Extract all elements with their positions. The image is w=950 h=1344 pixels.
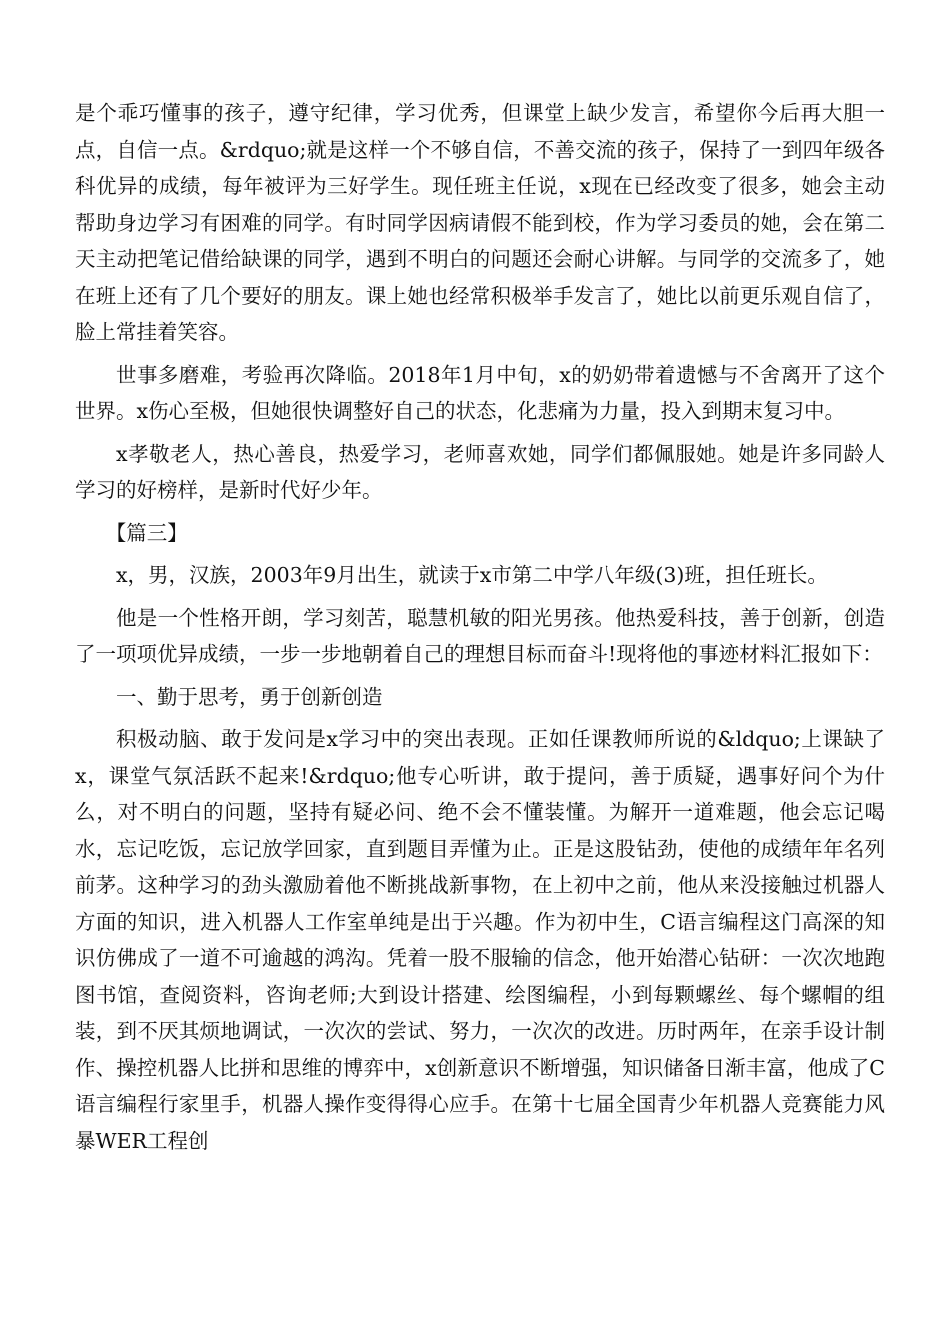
- section-heading: 【篇三】: [105, 520, 188, 545]
- paragraph-2: 世事多磨难，考验再次降临。2018年1月中旬，x的奶奶带着遗憾与不舍离开了这个世界。x伤心至极，但她很快调整好自己的状态，化悲痛为力量，投入到期末复习中。: [75, 362, 885, 423]
- document-page: [75, 95, 885, 1165]
- paragraph-1: 是个乖巧懂事的孩子，遵守纪律，学习优秀，但课堂上缺少发言，希望你今后再大胆一点，自信一点。&rdquo;就是这样一个不够自信，不善交流的孩子，保持了一到四年级各科优异的成绩，每年被评为三好学生。现任班主任说，x现在已经改变了很多，她会主动帮助身边学习有困难的同学。有时同学因病请假不能到校，作为学习委员的她，会在第二天主动把笔记借给缺课的同学，遇到不明白的问题还会耐心讲解。与同学的交流多了，她在班上还有了几个要好的朋友。课上她也经常积极举手发言了，她比以前更乐观自信了，脸上常挂着笑容。: [75, 101, 885, 344]
- paragraph-5: 他是一个性格开朗，学习刻苦，聪慧机敏的阳光男孩。他热爱科技，善于创新，创造了一项项优异成绩，一步一步地朝着自己的理想目标而奋斗!现将他的事迹材料汇报如下：: [75, 605, 885, 666]
- subheading: 一、勤于思考，勇于创新创造: [116, 684, 383, 709]
- paragraph-6: 积极动脑、敢于发问是x学习中的突出表现。正如任课教师所说的&ldquo;上课缺了x，课堂气氛活跃不起来!&rdquo;他专心听讲，敢于提问，善于质疑，遇事好问个为什么，对不明白的问题，坚持有疑必问、绝不会不懂装懂。为解开一道难题，他会忘记喝水，忘记吃饭，忘记放学回家，直到题目弄懂为止。正是这股钻劲，使他的成绩年年名列前茅。这种学习的劲头激励着他不断挑战新事物，在上初中之前，他从来没接触过机器人方面的知识，进入机器人工作室单纯是出于兴趣。作为初中生，C语言编程这门高深的知识仿佛成了一道不可逾越的鸿沟。凭着一股不服输的信念，他开始潜心钻研：一次次地跑图书馆，查阅资料，咨询老师;大到设计搭建、绘图编程，小到每颗螺丝、每个螺帽的组装，到不厌其烦地调试，一次次的尝试、努力，一次次的改进。历时两年，在亲手设计制作、操控机器人比拼和思维的博弈中，x创新意识不断增强，知识储备日渐丰富，他成了C语言编程行家里手，机器人操作变得得心应手。在第十七届全国青少年机器人竞赛能力风暴WER工程创: [75, 727, 885, 1153]
- paragraph-3: x孝敬老人，热心善良，热爱学习，老师喜欢她，同学们都佩服她。她是许多同龄人学习的好榜样，是新时代好少年。: [75, 441, 885, 502]
- paragraph-4: x，男，汉族，2003年9月出生，就读于x市第二中学八年级(3)班，担任班长。: [116, 563, 828, 587]
